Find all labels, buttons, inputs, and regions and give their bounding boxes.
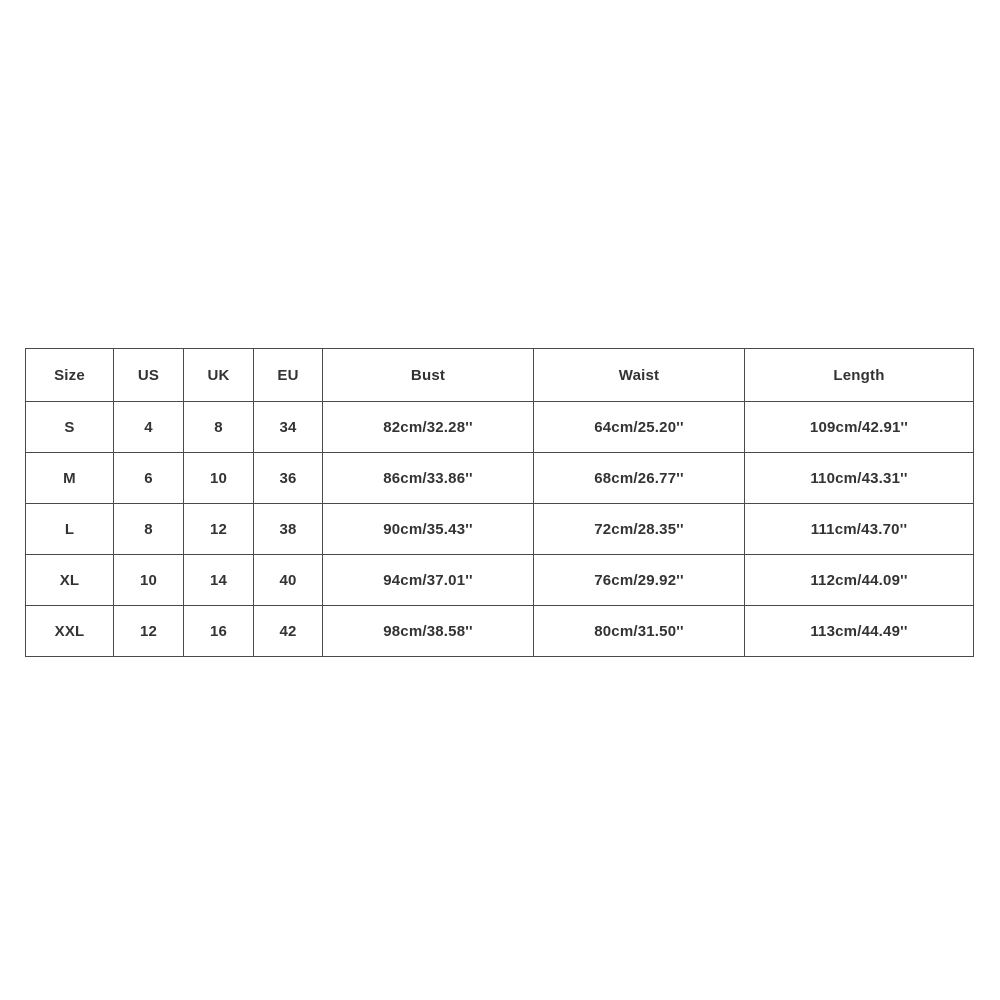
cell-waist: 72cm/28.35''	[534, 504, 745, 555]
cell-eu: 42	[254, 606, 323, 657]
column-header-us: US	[114, 349, 184, 402]
size-chart-header	[26, 349, 974, 402]
cell-size: M	[26, 453, 114, 504]
cell-eu: 38	[254, 504, 323, 555]
cell-waist: 76cm/29.92''	[534, 555, 745, 606]
header-row	[26, 349, 974, 402]
cell-eu: 40	[254, 555, 323, 606]
cell-us: 8	[114, 504, 184, 555]
cell-us: 6	[114, 453, 184, 504]
cell-uk: 16	[184, 606, 254, 657]
cell-us: 4	[114, 402, 184, 453]
cell-size: XXL	[26, 606, 114, 657]
cell-uk: 12	[184, 504, 254, 555]
cell-eu: 36	[254, 453, 323, 504]
cell-length: 110cm/43.31''	[745, 453, 974, 504]
cell-length: 113cm/44.49''	[745, 606, 974, 657]
cell-bust: 82cm/32.28''	[323, 402, 534, 453]
cell-us: 10	[114, 555, 184, 606]
cell-uk: 10	[184, 453, 254, 504]
cell-uk: 14	[184, 555, 254, 606]
table-row-xl	[26, 555, 974, 606]
cell-us: 12	[114, 606, 184, 657]
column-header-waist: Waist	[534, 349, 745, 402]
size-chart-table	[25, 348, 974, 657]
table-row-s	[26, 402, 974, 453]
cell-length: 112cm/44.09''	[745, 555, 974, 606]
cell-size: S	[26, 402, 114, 453]
cell-size: XL	[26, 555, 114, 606]
cell-waist: 68cm/26.77''	[534, 453, 745, 504]
column-header-length: Length	[745, 349, 974, 402]
cell-bust: 90cm/35.43''	[323, 504, 534, 555]
size-chart-body	[26, 402, 974, 657]
column-header-size: Size	[26, 349, 114, 402]
cell-waist: 64cm/25.20''	[534, 402, 745, 453]
table-row-m	[26, 453, 974, 504]
cell-size: L	[26, 504, 114, 555]
column-header-bust: Bust	[323, 349, 534, 402]
column-header-uk: UK	[184, 349, 254, 402]
cell-waist: 80cm/31.50''	[534, 606, 745, 657]
cell-bust: 98cm/38.58''	[323, 606, 534, 657]
cell-length: 109cm/42.91''	[745, 402, 974, 453]
cell-length: 111cm/43.70''	[745, 504, 974, 555]
cell-uk: 8	[184, 402, 254, 453]
cell-bust: 94cm/37.01''	[323, 555, 534, 606]
table-row-xxl	[26, 606, 974, 657]
cell-eu: 34	[254, 402, 323, 453]
cell-bust: 86cm/33.86''	[323, 453, 534, 504]
column-header-eu: EU	[254, 349, 323, 402]
table-row-l	[26, 504, 974, 555]
